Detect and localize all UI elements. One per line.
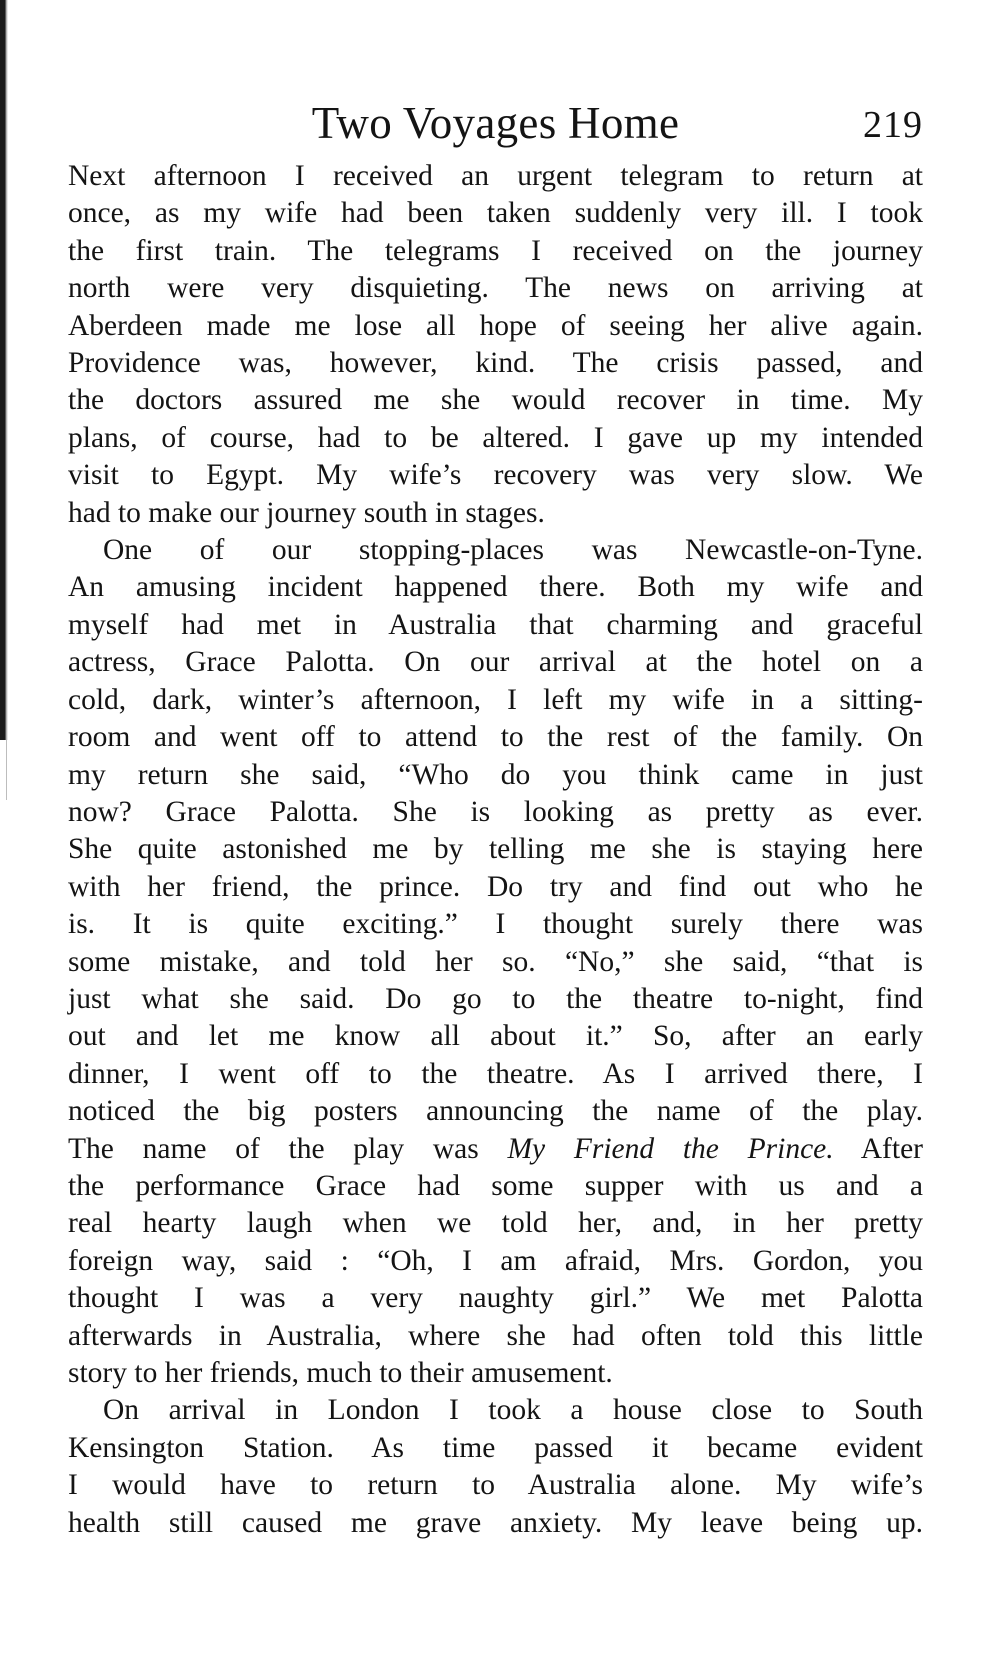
page-number: 219 (863, 104, 923, 146)
text-line: Next afternoon I received an urgent telegram to return at (68, 160, 923, 192)
text-line: plans, of course, had to be altered. I gave up my intended (68, 421, 923, 454)
text-line: foreign way, said : “Oh, I am afraid, Mrs. Gordon, you (68, 1244, 923, 1277)
text-line: dinner, I went off to the theatre. As I arrived there, I (68, 1057, 923, 1090)
text-line: once, as my wife had been taken suddenly very ill. I took (68, 197, 923, 230)
text-line: thought I was a very naughty girl.” We met Palotta (68, 1282, 923, 1315)
body-text (68, 158, 923, 1542)
text-line: She quite astonished me by telling me she is staying here (68, 833, 923, 866)
text-line: Aberdeen made me lose all hope of seeing her alive again. (68, 309, 923, 342)
text-line: I would have to return to Australia alone. My wife’s (68, 1469, 923, 1502)
text-line: north were very disquieting. The news on arriving at (68, 272, 923, 305)
text-line: is. It is quite exciting.” I thought surely there was (68, 908, 923, 941)
text-line: just what she said. Do go to the theatre to-night, find (68, 982, 923, 1015)
text-line: Providence was, however, kind. The crisis passed, and (68, 347, 923, 380)
running-head (68, 95, 923, 151)
running-title: Two Voyages Home (311, 98, 680, 148)
text-line: real hearty laugh when we told her, and, in her pretty (68, 1207, 923, 1240)
text-line: had to make our journey south in stages. (68, 496, 545, 529)
text-line: visit to Egypt. My wife’s recovery was very slow. We (68, 459, 923, 492)
play-title: My Friend the Prince. (507, 1132, 834, 1165)
binding-shadow (0, 0, 8, 740)
text-line: One of our stopping-places was Newcastle-on-Tyne. (103, 534, 923, 567)
text-line: cold, dark, winter’s afternoon, I left my wife in a sitting- (68, 683, 923, 716)
text-line-with-italic (68, 1131, 923, 1168)
text-line: with her friend, the prince. Do try and find out who he (68, 870, 923, 903)
text-line: afterwards in Australia, where she had often told this little (68, 1319, 923, 1352)
text-line: the performance Grace had some supper with us and a (68, 1169, 923, 1202)
text-line: now? Grace Palotta. She is looking as pretty as ever. (68, 795, 923, 828)
text-line: story to her friends, much to their amusement. (68, 1357, 613, 1389)
text-fragment: The name of the play was (68, 1132, 479, 1165)
text-line: noticed the big posters announcing the name of the play. (68, 1095, 923, 1128)
text-line: the first train. The telegrams I received on the journey (68, 234, 923, 267)
text-line: An amusing incident happened there. Both my wife and (68, 571, 923, 604)
text-line: health still caused me grave anxiety. My leave being up. (68, 1506, 923, 1539)
binding-shadow-tail (6, 740, 7, 800)
text-line: my return she said, “Who do you think came in just (68, 758, 923, 791)
text-line: myself had met in Australia that charming and graceful (68, 608, 923, 641)
text-fragment: After (860, 1132, 923, 1165)
text-line: out and let me know all about it.” So, after an early (68, 1020, 923, 1053)
text-line: On arrival in London I took a house close to South (103, 1394, 923, 1427)
text-line: some mistake, and told her so. “No,” she said, “that is (68, 945, 923, 978)
text-line: Kensington Station. As time passed it became evident (68, 1431, 923, 1464)
text-line: the doctors assured me she would recover in time. My (68, 384, 923, 417)
text-line: actress, Grace Palotta. On our arrival at the hotel on a (68, 646, 923, 679)
text-line: room and went off to attend to the rest of the family. On (68, 721, 923, 754)
